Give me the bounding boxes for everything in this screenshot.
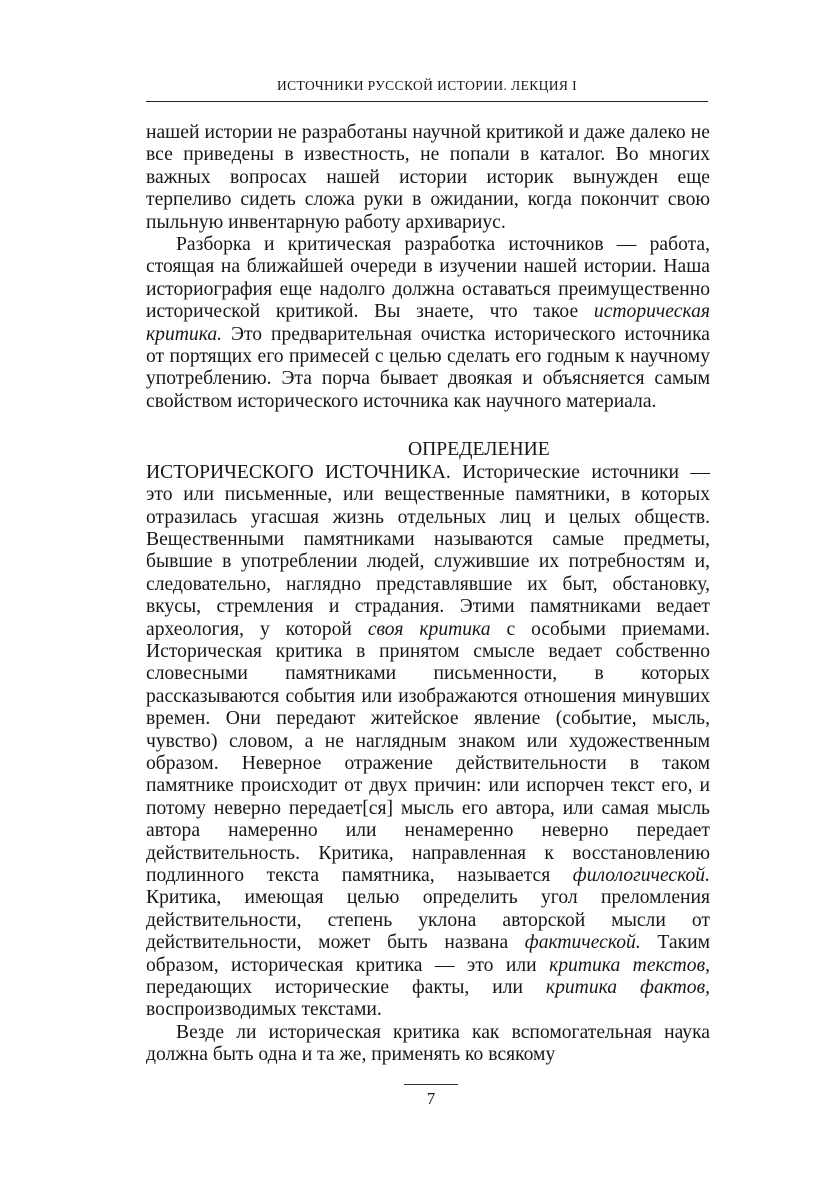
section-heading: ОПРЕДЕЛЕНИЕ ИСТОРИЧЕСКОГО ИСТОЧНИКА.	[146, 439, 550, 483]
definition-text-6: воспроизводимых текстами.	[146, 999, 382, 1021]
definition-text-5: передающих исторические факты, или	[146, 977, 546, 999]
term-own-critique: своя критика	[367, 618, 491, 640]
term-fact-critique: критика фактов,	[545, 977, 710, 999]
page-number: 7	[426, 1089, 436, 1108]
term-philological: филологической.	[572, 865, 710, 886]
running-head: ИСТОЧНИКИ РУССКОЙ ИСТОРИИ. ЛЕКЦИЯ I	[276, 78, 578, 93]
section-gap	[146, 413, 710, 439]
definition-text-3: Критика, имеющая целью определить угол преломления действительности, степень уклона авторской мысли от действительности, может быть названа	[146, 887, 710, 954]
footer-rule	[404, 1084, 458, 1085]
definition-text-4: Таким образом, историческая критика — это или	[146, 932, 710, 976]
definition-text-2: с особыми приемами. Историческая критика в принятом смысле ведает собственно словесными памятниками письменности, в которых рассказываются события или изображаются отношения минувших времен. Они передают житейское явление (событие, мысль, чувство) словом, а не наглядным знаком или художественным образом. Неверное отражение действительности в таком памятнике происходит от двух причин: или испорчен текст его, и потому неверно передает[ся] мысль его автора, или самая мысль автора намеренно или ненамеренно неверно передает действительность. Критика, направленная к восстановлению подлинного текста памятника, называется	[146, 618, 711, 886]
paragraph-critique-text-1: Разборка и критическая разработка источников — работа, стоящая на ближайшей очереди в изучении нашей истории. Наша историография еще надолго должна оставаться преимущественно исторической критикой. Вы знаете, что такое	[146, 234, 710, 323]
header-rule	[146, 101, 708, 102]
term-text-critique: критика текстов,	[549, 954, 710, 976]
paragraph-critique	[146, 234, 710, 413]
paragraph-critique-text-2: Это предварительная очистка исторического источника от портящих его примесей с целью сделать его годным к научному употреблению. Эта порча бывает двоякая и объясняется самым свойством исторического источника как научного материала.	[146, 323, 710, 412]
term-historical-critique: историческая критика.	[146, 301, 710, 345]
term-factual: фактической.	[524, 932, 641, 954]
paragraph-definition	[146, 439, 710, 1022]
definition-text-1: Исторические источники — это или письменные, или вещественные памятники, в которых отразилась угасшая жизнь отдельных лиц и целых обществ. Вещественными памятниками называются самые предметы, бывшие в употреблении людей, служившие их потребностям и, следовательно, наглядно представлявшие их быт, обстановку, вкусы, стремления и страдания. Этими памятниками ведает археология, у которой	[146, 461, 710, 640]
paragraph-question: Везде ли историческая критика как вспомогательная наука должна быть одна и та же, применять ко всякому	[146, 1021, 710, 1066]
body-text	[146, 122, 710, 1067]
paragraph-continuation: нашей истории не разработаны научной критикой и даже далеко не все приведены в известность, не попали в каталог. Во многих важных вопросах нашей истории историк вынужден еще терпеливо сидеть сложа руки в ожидании, когда покончит свою пыльную инвентарную работу архивариус.	[146, 122, 710, 233]
